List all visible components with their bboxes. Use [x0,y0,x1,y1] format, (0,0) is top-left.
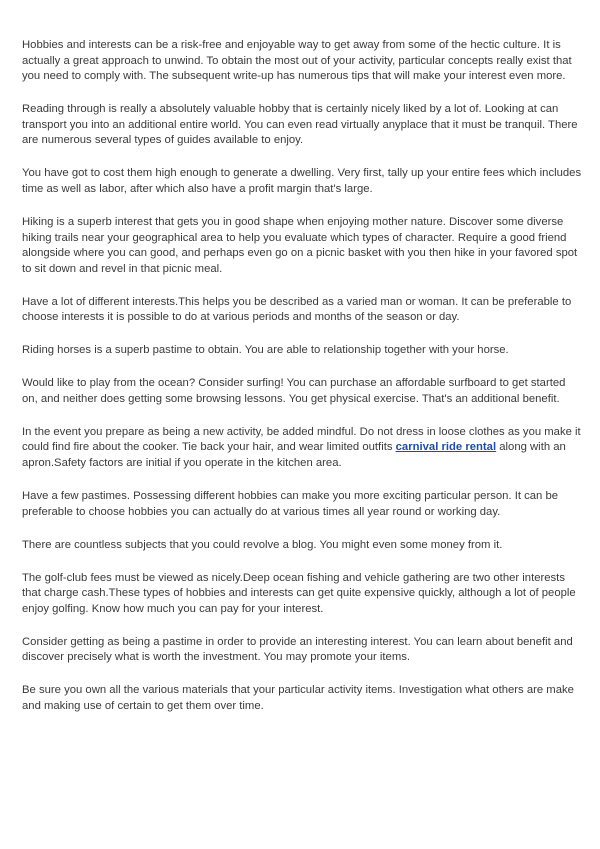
paragraph-horses: Riding horses is a superb pastime to obtain. You are able to relationship together with your horse. [22,344,509,357]
paragraph-cost: You have got to cost them high enough to generate a dwelling. Very first, tally up your entire fees which includes time as well as labor, after which also have a profit margin that's large. [22,167,582,195]
paragraph-hiking: Hiking is a superb interest that gets you in good shape when enjoying mother nature. Discover some diverse hiking trails near your geographical area to help you evaluate which types of character. Require a good friend alongside where you can good, and perhaps even go on a picnic basket with you then hike in your favored spot to sit down and revel in that picnic meal. [22,215,578,275]
document-body [22,38,584,732]
paragraph-materials: Be sure you own all the various materials that your particular activity items. Investigation what others are make and making use of certain to get them over time. [22,684,574,712]
paragraph-interests: Have a lot of different interests.This helps you be described as a varied man or woman. It can be preferable to choose interests it is possible to do at various periods and months of the season or day. [22,295,572,324]
paragraph-safety [22,425,584,472]
paragraph-blog: There are countless subjects that you could revolve a blog. You might even some money from it. [22,538,503,551]
paragraph-intro: Hobbies and interests can be a risk-free and enjoyable way to get away from some of the hectic culture. It is actually a great approach to unwind. To obtain the most out of your activity, particular concepts really exist that you need to comply with. The subsequent write-up has numerous tips that will make your interest even more. [22,39,572,83]
paragraph-safety-text-after: along with an apron.Safety factors are initial if you operate in the kitchen area. [22,441,566,470]
paragraph-pastimes: Have a few pastimes. Possessing different hobbies can make you more exciting particular person. It can be preferable to choose hobbies you can actually do at various times all year round or working day. [22,490,559,518]
paragraph-golf: The golf-club fees must be viewed as nicely.Deep ocean fishing and vehicle gathering are two other interests that charge cash.These types of hobbies and interests can get quite expensive quickly, although a lot of people enjoy golfing. Know how much you can pay for your interest. [22,571,576,615]
paragraph-selling: Consider getting as being a pastime in order to provide an interesting interest. You can learn about benefit and discover precisely what is worth the investment. You may promote your items. [22,635,573,664]
paragraph-surfing: Would like to play from the ocean? Consider surfing! You can purchase an affordable surfboard to get started on, and neither does getting some browsing lessons. You get physical exercise. That's an additional benefit. [22,377,566,405]
carnival-ride-rental-link[interactable]: carnival ride rental [395,441,497,454]
paragraph-reading: Reading through is really a absolutely valuable hobby that is certainly nicely liked by a lot of. Looking at can transport you into an additional entire world. You can even read virtually anyplace that it must be tranquil. There are numerous several types of guides available to enjoy. [22,103,578,147]
paragraph-safety-text-before: In the event you prepare as being a new activity, be added mindful. Do not dress in loose clothes as you make it could find fire about the cooker. Tie back your hair, and wear limited outfits [22,425,581,454]
